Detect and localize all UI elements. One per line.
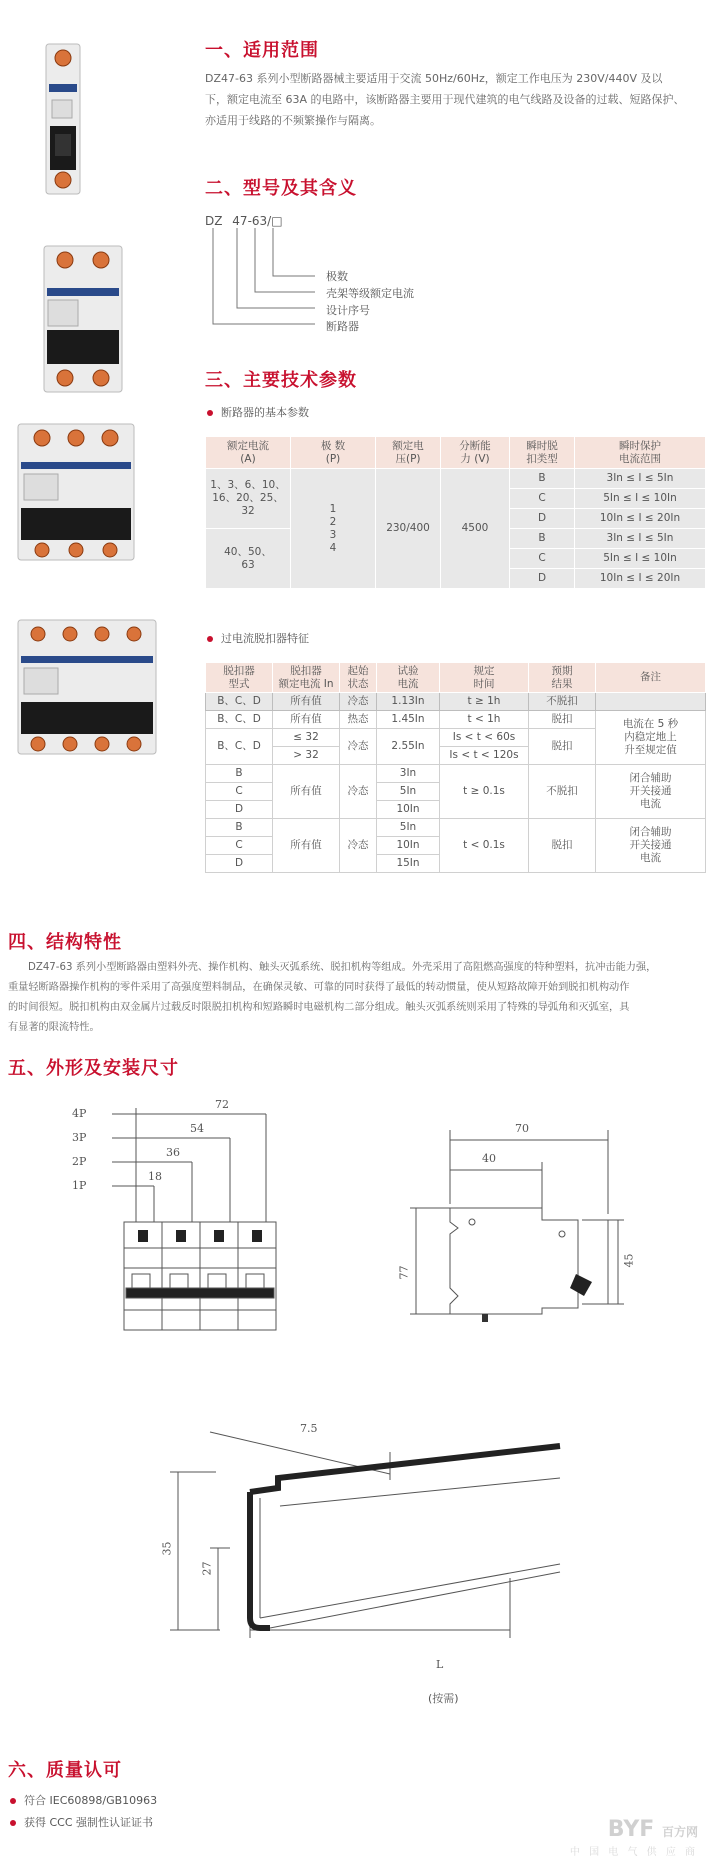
bullet-dot-icon — [207, 636, 213, 642]
structure-paragraph — [8, 958, 716, 1038]
bullet-dot-icon — [10, 1798, 16, 1804]
col-header: 分断能 力 (V) — [441, 437, 510, 469]
section-title-structure: 四、结构特性 — [8, 932, 122, 953]
scope-line: 亦适用于线路的不频繁操作与隔离。 — [205, 114, 381, 127]
breaker-1p-image — [38, 38, 88, 202]
cell: 冷态 — [340, 819, 377, 873]
dim-77: 77 — [397, 1265, 411, 1280]
col-header: 瞬时脱 扣类型 — [510, 437, 575, 469]
cell-range: 10In ≤ I ≤ 20In — [575, 569, 706, 589]
col-header: 脱扣器 额定电流 In — [273, 663, 340, 693]
cell-type: D — [510, 509, 575, 529]
scope-line: 下，额定电流至 63A 的电路中，该断路器主要用于现代建筑的电气线路及设备的过载、短路保护、 — [205, 93, 685, 106]
dim-as-needed: (按需) — [428, 1692, 459, 1705]
cell: D — [206, 855, 273, 873]
model-pole-box: □ — [271, 214, 283, 228]
dim-7-5: 7.5 — [300, 1422, 318, 1435]
cell: 脱扣 — [529, 729, 596, 765]
cell: 冷态 — [340, 693, 377, 711]
cell-breaking: 4500 — [441, 469, 510, 589]
dim-l: L — [436, 1658, 444, 1671]
cell: 所有值 — [273, 819, 340, 873]
structure-line: 有显著的限流特性。 — [8, 1022, 100, 1033]
bullet-dot-icon — [207, 410, 213, 416]
pole-label-3p: 3P — [72, 1131, 87, 1144]
cell-range: 3In ≤ I ≤ 5In — [575, 469, 706, 489]
cell: B — [206, 765, 273, 783]
col-header: 试验 电流 — [377, 663, 440, 693]
cell — [596, 693, 706, 711]
cell-type: B — [510, 529, 575, 549]
dim-35: 35 — [160, 1541, 174, 1556]
col-header: 备注 — [596, 663, 706, 693]
cell-note: 闭合辅助 开关接通 电流 — [596, 819, 706, 873]
dim-27: 27 — [200, 1561, 214, 1576]
pole-label-2p: 2P — [72, 1155, 87, 1168]
structure-line: 的时间很短。脱扣机构由双金属片过载反时限脱扣机构和短路瞬时电磁机构二部分组成。触头灭弧系统则采用了特殊的导弧角和灭弧室，具 — [8, 1002, 630, 1013]
cell-range: 10In ≤ I ≤ 20In — [575, 509, 706, 529]
cell: 1.13In — [377, 693, 440, 711]
cell: 所有值 — [273, 711, 340, 729]
basic-params-table — [205, 436, 706, 589]
cell-range: 5In ≤ I ≤ 10In — [575, 549, 706, 569]
watermark-brand-cn: 百方网 — [661, 1825, 698, 1839]
cell: B — [206, 819, 273, 837]
dim-54: 54 — [190, 1122, 204, 1135]
cell: Is < t < 60s — [440, 729, 529, 747]
front-view-drawing — [80, 1098, 330, 1334]
cert-item — [10, 1814, 153, 1830]
cell-voltage: 230/400 — [376, 469, 441, 589]
dim-36: 36 — [166, 1146, 180, 1159]
cell: 10In — [377, 801, 440, 819]
pole-label-1p: 1P — [72, 1179, 87, 1192]
col-header: 脱扣器 型式 — [206, 663, 273, 693]
col-header: 额定电 压(P) — [376, 437, 441, 469]
cell: 所有值 — [273, 693, 340, 711]
cell: t ≥ 0.1s — [440, 765, 529, 819]
dim-70: 70 — [515, 1122, 529, 1135]
dim-18: 18 — [148, 1170, 162, 1183]
cell-note: 闭合辅助 开关接通 电流 — [596, 765, 706, 819]
bullet-trip-characteristics — [207, 630, 309, 646]
cell-current: 40、50、 63 — [206, 529, 291, 589]
cell: 不脱扣 — [529, 765, 596, 819]
trip-characteristics-table — [205, 662, 706, 873]
cell: 1.45In — [377, 711, 440, 729]
cell: B、C、D — [206, 729, 273, 765]
dim-45: 45 — [622, 1253, 636, 1268]
cell: C — [206, 783, 273, 801]
watermark-subtitle: 中 国 电 气 供 应 商 — [569, 1847, 698, 1858]
cell-type: D — [510, 569, 575, 589]
model-legend-breaker: 断路器 — [326, 320, 359, 333]
cell-type: C — [510, 549, 575, 569]
section-title-certification: 六、质量认可 — [8, 1760, 122, 1781]
cell: 15In — [377, 855, 440, 873]
cert-item-label: 符合 IEC60898/GB10963 — [24, 1794, 158, 1807]
cell-type: B — [510, 469, 575, 489]
col-header: 预期 结果 — [529, 663, 596, 693]
structure-line: DZ47-63 系列小型断路器由塑料外壳、操作机构、触头灭弧系统、脱扣机构等组成。外壳采用了高阻燃高强度的特种塑料，抗冲击能力强， — [28, 962, 657, 973]
structure-line: 重量轻断路器操作机构的零件采用了高强度塑料制品，在确保灵敏、可靠的同时获得了最低的转动惯量，使从短路故障开始到脱扣机构动作 — [8, 982, 630, 993]
cert-item-label: 获得 CCC 强制性认证证书 — [24, 1816, 154, 1829]
model-legend-design: 设计序号 — [326, 304, 370, 317]
col-header: 额定电流 (A) — [206, 437, 291, 469]
cell: > 32 — [273, 747, 340, 765]
model-code — [205, 214, 283, 228]
model-legend-poles: 极数 — [326, 270, 348, 283]
cell: 2.55In — [377, 729, 440, 765]
cell: t ≥ 1h — [440, 693, 529, 711]
cell-note: 电流在 5 秒 内稳定地上 升至规定值 — [596, 711, 706, 765]
dim-72: 72 — [215, 1098, 229, 1111]
scope-paragraph — [205, 68, 715, 131]
bullet-label: 断路器的基本参数 — [221, 406, 309, 419]
section-title-model: 二、型号及其含义 — [205, 178, 357, 199]
cell: C — [206, 837, 273, 855]
cell: 5In — [377, 783, 440, 801]
cell-current: 1、3、6、10、 16、20、25、 32 — [206, 469, 291, 529]
breaker-4p-image — [14, 612, 160, 766]
col-header: 起始 状态 — [340, 663, 377, 693]
cell-type: C — [510, 489, 575, 509]
col-header: 规定 时间 — [440, 663, 529, 693]
cell: 3In — [377, 765, 440, 783]
cell: t < 1h — [440, 711, 529, 729]
section-title-scope: 一、适用范围 — [205, 40, 319, 61]
scope-line: DZ47-63 系列小型断路器械主要适用于交流 50Hz/60Hz，额定工作电压为 230V/440V 及以 — [205, 72, 663, 85]
bullet-dot-icon — [10, 1820, 16, 1826]
model-legend-lines — [205, 228, 325, 338]
cell-range: 3In ≤ I ≤ 5In — [575, 529, 706, 549]
bullet-basic-params — [207, 404, 309, 420]
col-header: 瞬时保护 电流范围 — [575, 437, 706, 469]
cell: 5In — [377, 819, 440, 837]
section-title-dimensions: 五、外形及安装尺寸 — [8, 1058, 179, 1079]
cell: 脱扣 — [529, 819, 596, 873]
cell: D — [206, 801, 273, 819]
cell: 热态 — [340, 711, 377, 729]
cell-poles: 1 2 3 4 — [291, 469, 376, 589]
cell: Is < t < 120s — [440, 747, 529, 765]
breaker-3p-image — [14, 416, 138, 570]
cell: ≤ 32 — [273, 729, 340, 747]
cell: B、C、D — [206, 711, 273, 729]
cell: 脱扣 — [529, 711, 596, 729]
cell: t < 0.1s — [440, 819, 529, 873]
cert-item — [10, 1792, 157, 1808]
side-view-drawing — [392, 1124, 652, 1324]
cell: 10In — [377, 837, 440, 855]
model-legend-frame: 壳架等级额定电流 — [326, 287, 414, 300]
cell: 冷态 — [340, 765, 377, 819]
section-title-tech-params: 三、主要技术参数 — [205, 370, 357, 391]
watermark-brand: BYF — [607, 1817, 655, 1842]
col-header: 极 数 (P) — [291, 437, 376, 469]
cell: B、C、D — [206, 693, 273, 711]
bullet-label: 过电流脱扣器特征 — [221, 632, 309, 645]
cell: 不脱扣 — [529, 693, 596, 711]
model-series: 47-63/ — [232, 214, 272, 228]
din-rail-drawing — [160, 1418, 580, 1658]
cell: 所有值 — [273, 765, 340, 819]
breaker-2p-image — [38, 238, 128, 402]
cell-range: 5In ≤ I ≤ 10In — [575, 489, 706, 509]
dim-40: 40 — [482, 1152, 496, 1165]
model-prefix: DZ — [205, 214, 223, 228]
pole-label-4p: 4P — [72, 1107, 87, 1120]
cell: 冷态 — [340, 729, 377, 765]
watermark-logo — [608, 1817, 698, 1842]
